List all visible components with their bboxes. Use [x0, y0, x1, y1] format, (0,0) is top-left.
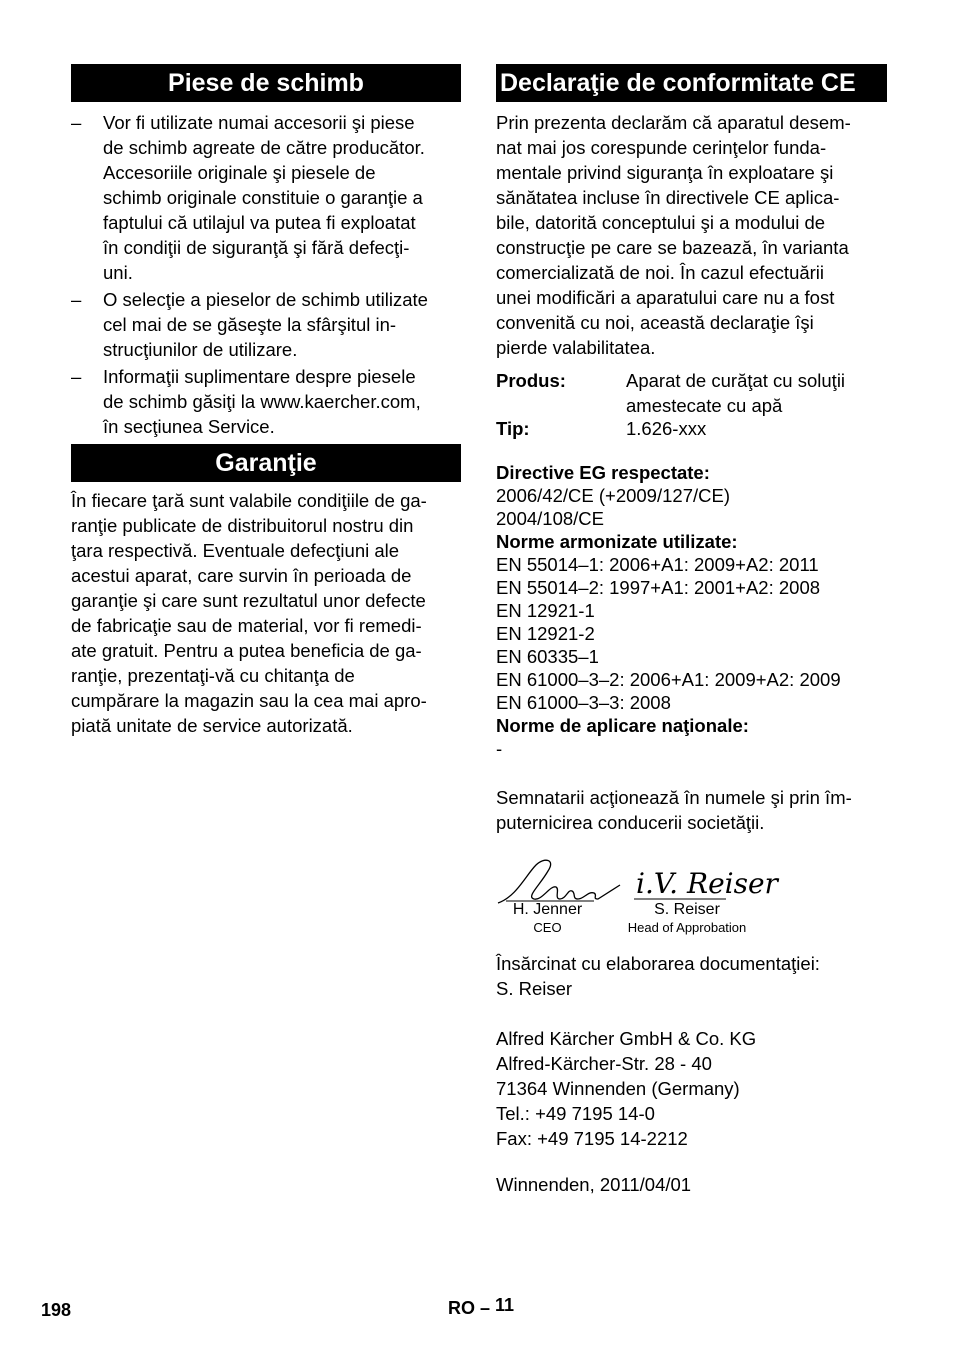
list-item: [71, 364, 461, 439]
bullet-dash: –: [71, 289, 82, 310]
norm-item: EN 12921-1: [496, 600, 595, 621]
type-label: Tip:: [496, 418, 530, 439]
directive-item: 2004/108/CE: [496, 508, 605, 529]
local-page-number: 11: [495, 1295, 515, 1315]
norms-label: Norme armonizate utilizate:: [496, 531, 738, 552]
list-item-text: Informaţii suplimentare despre piesele de schimb găsiţi la www.kaercher.com, în secţiunea Service.: [103, 366, 421, 437]
spare-parts-list: [71, 110, 461, 439]
bullet-dash: –: [71, 366, 82, 387]
norm-item: EN 55014–2: 1997+A1: 2001+A2: 2008: [496, 577, 821, 598]
signer-name: S. Reiser: [654, 901, 720, 918]
list-item: [71, 287, 461, 362]
signer-jenner: [490, 901, 605, 937]
svg-text:i.V. Reiser: i.V. Reiser: [636, 867, 778, 900]
company-address: Alfred Kärcher GmbH & Co. KG Alfred-Kärcher-Str. 28 - 40 71364 Winnenden (Germany) Tel.: +49 7195 14-0 Fax: +49 7195 14-2212: [496, 1028, 757, 1149]
product-row: [496, 368, 887, 418]
right-column: [496, 64, 887, 1197]
list-item-text: O selecţie a pieselor de schimb utilizate cel mai de se găseşte la sfârşitul in- strucţiunilor de utilizare.: [103, 289, 428, 360]
product-value: Aparat de curăţat cu soluţii amestecate cu apă: [626, 370, 846, 416]
signatories-text: Semnatarii acţionează în numele şi prin îm- puternicirea conducerii societăţii.: [496, 787, 852, 833]
language-page-marker: [448, 1296, 514, 1321]
type-value: 1.626-xxx: [626, 418, 707, 439]
footer-dash: –: [475, 1298, 496, 1318]
directives-label: Directive EG respectate:: [496, 462, 710, 483]
directive-item: 2006/42/CE (+2009/127/CE): [496, 485, 730, 506]
norm-item: EN 61000–3–2: 2006+A1: 2009+A2: 2009: [496, 669, 841, 690]
declaration-heading: Declaraţie de conformitate CE: [496, 64, 887, 102]
national-value: -: [496, 738, 503, 759]
norm-item: EN 55014–1: 2006+A1: 2009+A2: 2011: [496, 554, 819, 575]
signer-reiser: [618, 901, 756, 937]
language-code: RO: [448, 1298, 475, 1318]
norm-item: EN 12921-2: [496, 623, 595, 644]
place-date: Winnenden, 2011/04/01: [496, 1174, 692, 1195]
signer-role: CEO: [533, 920, 562, 935]
left-column: [71, 64, 461, 738]
declaration-intro: Prin prezenta declarăm că aparatul desem- nat mai jos corespunde cerinţelor funda- mentale privind siguranţa în exploatare şi sănătatea incluse în directivele CE aplica- bile, datorită conceptului şi a modului de construcţie pe care se bazează, în varianta comercializată de noi. În cazul efectuării unei modificări a aparatului care nu a fost convenită cu noi, această declaraţie îşi pierde valabilitatea.: [496, 112, 851, 358]
warranty-heading: Garanţie: [71, 444, 461, 482]
norm-item: EN 61000–3–3: 2008: [496, 692, 671, 713]
type-row: [496, 416, 887, 441]
signature-block: [496, 855, 887, 945]
standards-block: [496, 461, 887, 760]
signer-name: H. Jenner: [512, 901, 583, 918]
spare-parts-heading: Piese de schimb: [71, 64, 461, 102]
list-item: [71, 110, 461, 285]
signer-role: Head of Approbation: [627, 920, 747, 935]
norm-item: EN 60335–1: [496, 646, 599, 667]
national-label: Norme de aplicare naţionale:: [496, 715, 749, 736]
list-item-text: Vor fi utilizate numai accesorii şi piese de schimb agreate de către producător. Accesoriile originale şi piesele de schimb originale constituie o garanţie a faptului că utilajul va putea fi exploatat în condiţii de siguranţă şi fără defecţi- uni.: [103, 112, 425, 283]
documentation-text: Însărcinat cu elaborarea documentaţiei: S. Reiser: [496, 953, 820, 999]
warranty-text: În fiecare ţară sunt valabile condiţiile de ga- ranţie publicate de distribuitorul nostru din ţara respectivă. Eventuale defecţiuni ale acestui aparat, care survin în perioada de garanţie şi care sunt rezultatul unor defecte de fabricaţie sau de material, vor fi remedi- ate gratuit. Pentru a putea beneficia de ga- ranţie, prezentaţi-vă cu chitanţa de cumpărare la magazin sau la cea mai apro- piată unitate de service autorizată.: [71, 490, 427, 736]
bullet-dash: –: [71, 112, 82, 133]
product-label: Produs:: [496, 370, 566, 391]
page-number: 198: [41, 1300, 72, 1320]
